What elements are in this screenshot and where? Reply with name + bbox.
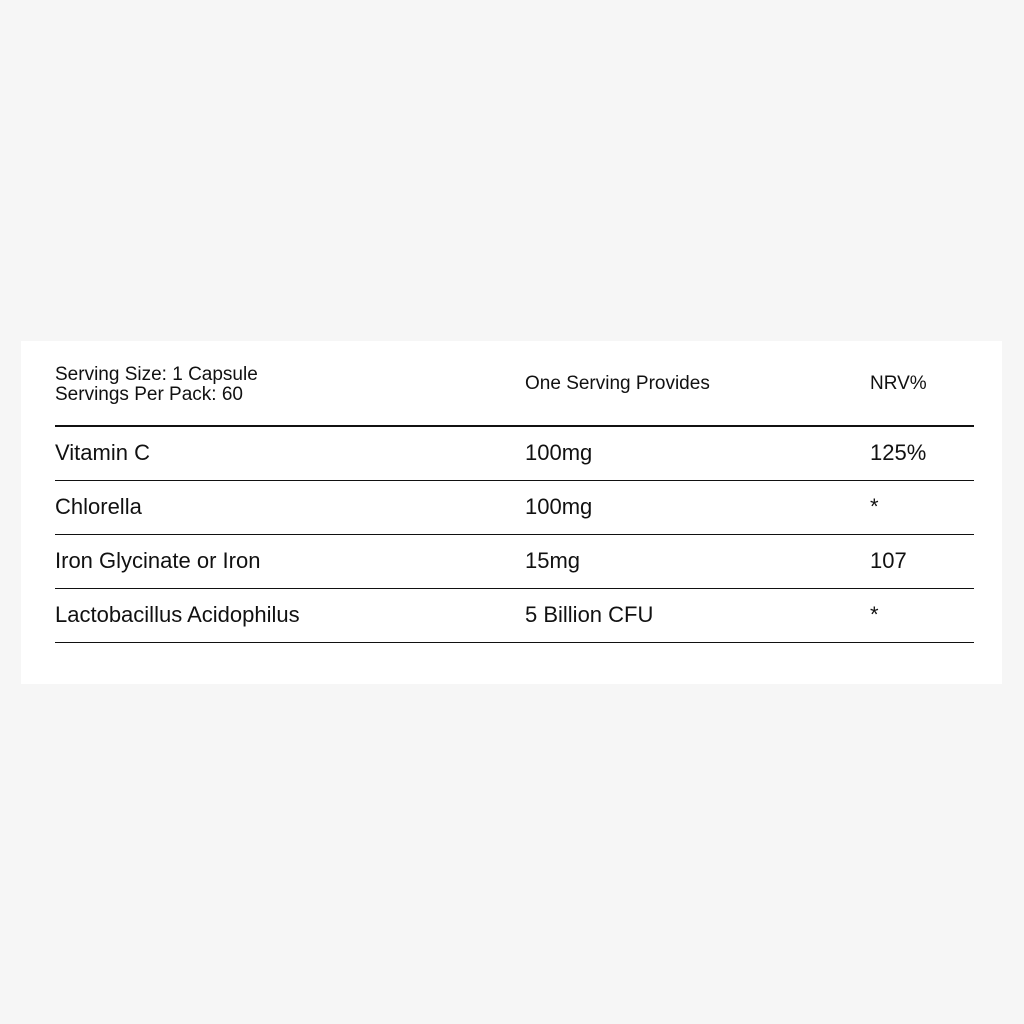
servings-per-pack: Servings Per Pack: 60 [55,384,243,405]
serving-info [55,365,258,405]
table-header [55,341,974,427]
supplement-facts-card [21,341,1002,684]
ingredient-amount: 100mg [525,440,593,465]
table-row [55,589,974,643]
table-row [55,427,974,481]
ingredient-name: Chlorella [55,494,142,519]
ingredient-nrv: 107 [870,548,907,573]
ingredient-name: Iron Glycinate or Iron [55,548,261,573]
ingredient-amount: 5 Billion CFU [525,602,654,627]
ingredient-amount: 100mg [525,494,593,519]
column-header-amount: One Serving Provides [525,373,710,394]
ingredient-nrv: * [870,494,879,519]
nutrition-table [55,341,974,643]
ingredient-name: Vitamin C [55,440,150,465]
ingredient-nrv: * [870,602,879,627]
column-header-nrv: NRV% [870,373,927,394]
ingredient-amount: 15mg [525,548,581,573]
ingredient-nrv: 125% [870,440,927,465]
table-row [55,535,974,589]
table-row [55,481,974,535]
ingredient-name: Lactobacillus Acidophilus [55,602,300,627]
serving-size: Serving Size: 1 Capsule [55,364,258,385]
